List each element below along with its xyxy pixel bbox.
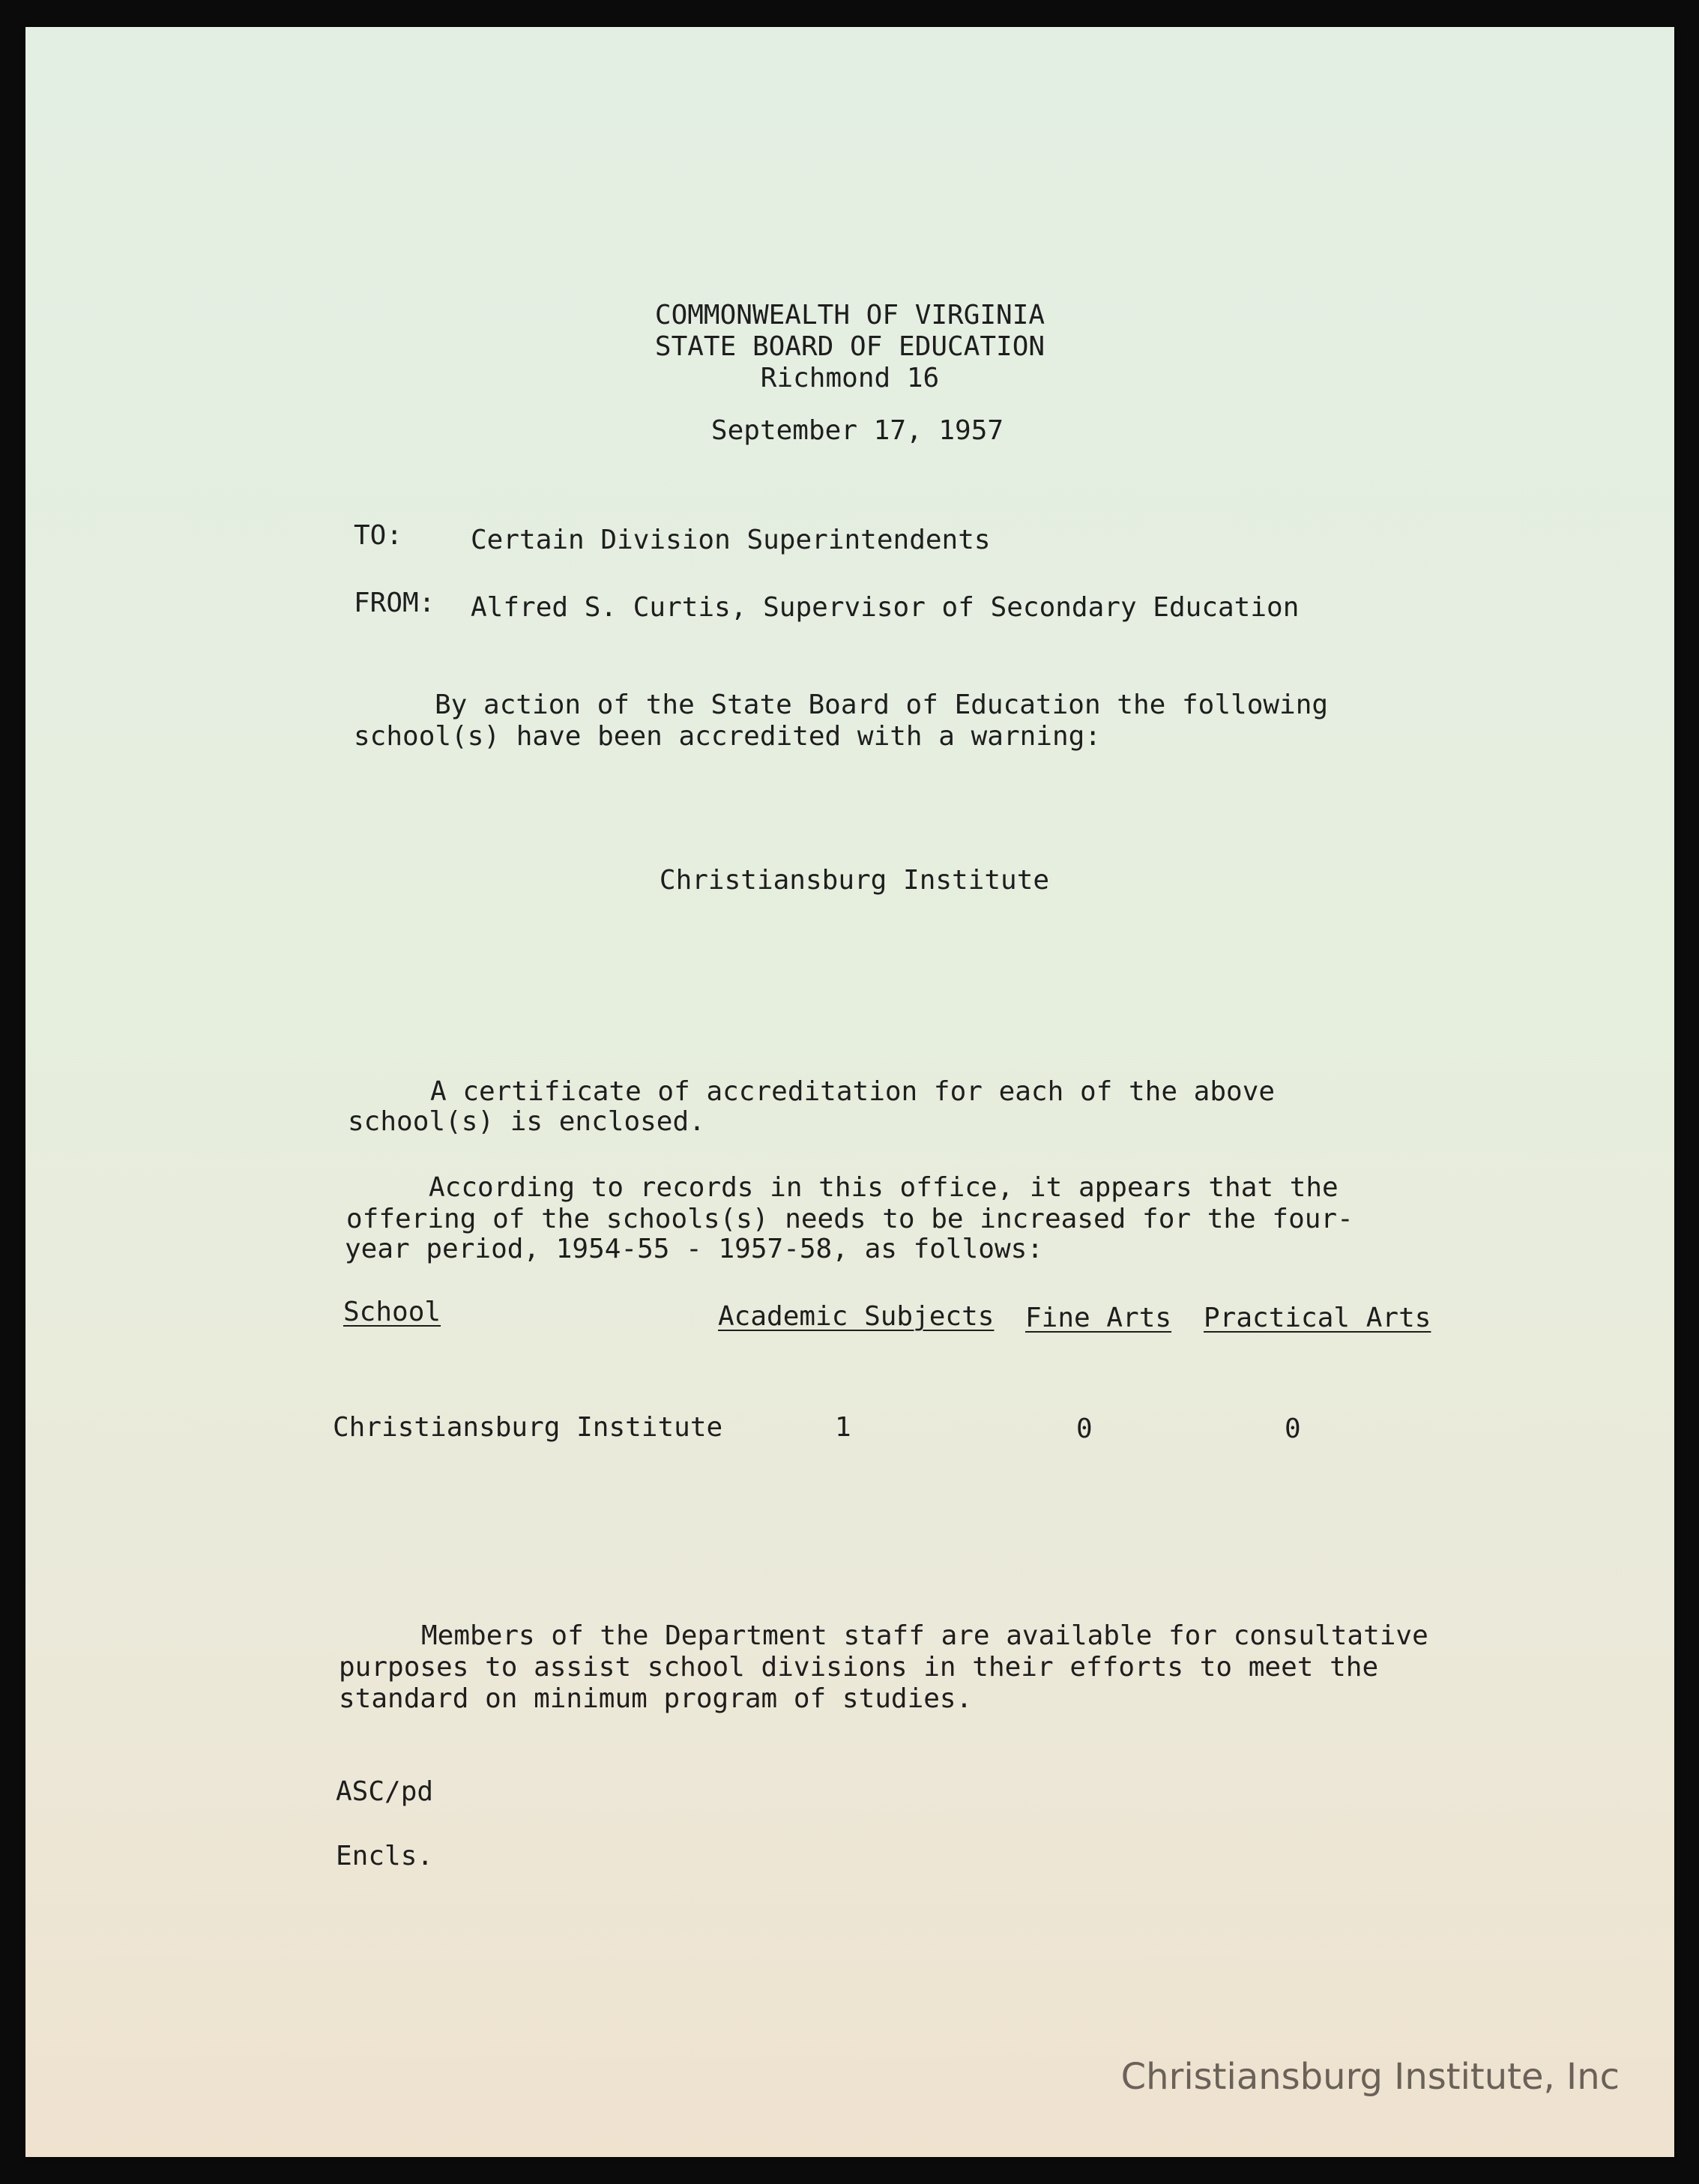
- table-header-fine-arts: Fine Arts: [1025, 1303, 1172, 1333]
- para2-line1: A certificate of accreditation for each of the above: [430, 1076, 1276, 1107]
- row-school: Christiansburg Institute: [333, 1412, 723, 1443]
- table-header-practical-arts: Practical Arts: [1204, 1303, 1431, 1333]
- letterhead-line-1: COMMONWEALTH OF VIRGINIA: [654, 300, 1045, 331]
- row-fine-arts: 0: [1076, 1414, 1093, 1444]
- enclosures-note: Encls.: [336, 1841, 434, 1871]
- letterhead-line-3: Richmond 16: [760, 363, 940, 393]
- para4-line1: Members of the Department staff are available for consultative: [421, 1620, 1428, 1651]
- row-practical-arts: 0: [1285, 1414, 1301, 1444]
- archive-watermark: Christiansburg Institute, Inc: [1120, 2056, 1620, 2098]
- table-header-academic-subjects: Academic Subjects: [718, 1301, 995, 1332]
- para2-line2: school(s) is enclosed.: [348, 1106, 705, 1137]
- table-header-school: School: [343, 1297, 441, 1327]
- para3-line3: year period, 1954-55 - 1957-58, as follows:: [345, 1234, 1043, 1264]
- accredited-school-name: Christiansburg Institute: [659, 865, 1050, 896]
- para4-line3: standard on minimum program of studies.: [339, 1683, 973, 1714]
- letterhead-line-2: STATE BOARD OF EDUCATION: [654, 331, 1045, 362]
- para4-line2: purposes to assist school divisions in their efforts to meet the: [339, 1652, 1379, 1683]
- from-value: Alfred S. Curtis, Supervisor of Secondary Education: [471, 592, 1300, 623]
- para3-line1: According to records in this office, it appears that the: [429, 1172, 1339, 1203]
- from-label: FROM:: [354, 588, 435, 618]
- para1-line2: school(s) have been accredited with a warning:: [354, 721, 1101, 752]
- to-value: Certain Division Superintendents: [471, 525, 991, 555]
- row-academic-subjects: 1: [835, 1412, 851, 1443]
- to-label: TO:: [354, 520, 403, 551]
- para1-line1: By action of the State Board of Education the following: [435, 690, 1329, 720]
- typist-initials: ASC/pd: [336, 1776, 434, 1807]
- letter-date: September 17, 1957: [710, 415, 1004, 446]
- para3-line2: offering of the schools(s) needs to be increased for the four-: [346, 1204, 1354, 1234]
